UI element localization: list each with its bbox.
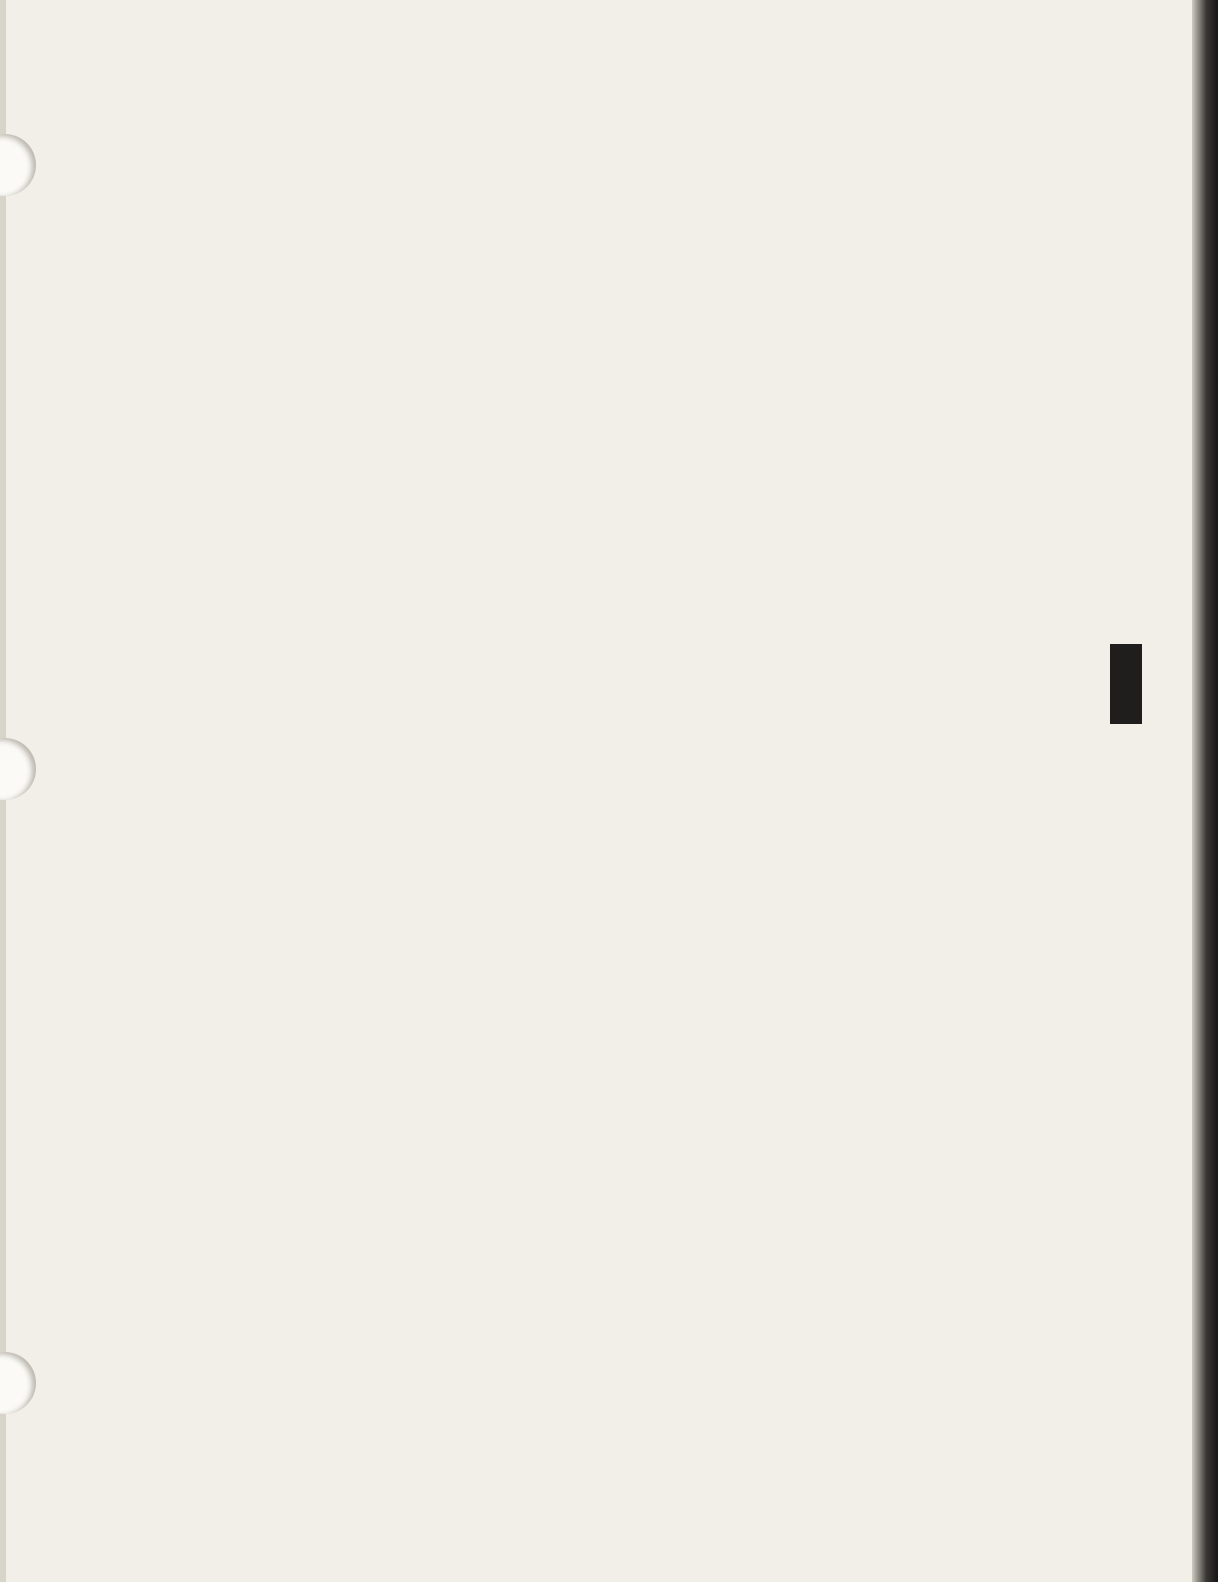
binder-hole-middle (0, 738, 36, 800)
page-edge-shadow (1192, 0, 1218, 1582)
section-tab-marker (1110, 644, 1142, 724)
binder-hole-bottom (0, 1352, 36, 1414)
compression-label-row (66, 512, 1096, 532)
binder-hole-top (0, 134, 36, 196)
